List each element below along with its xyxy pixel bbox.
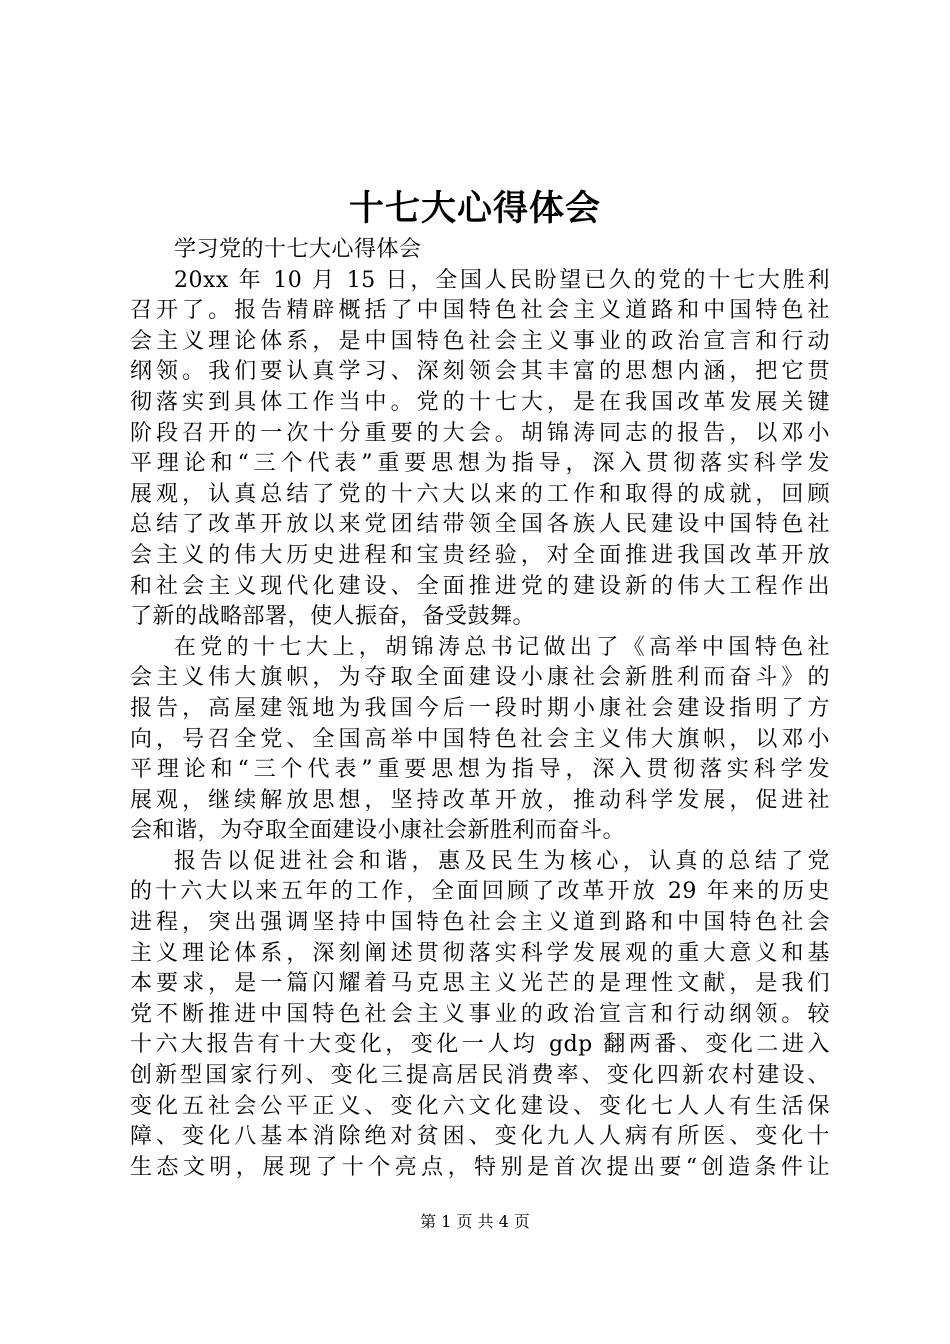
text-line: 本要求，是一篇闪耀着马克思主义光芒的是理性文献，是我们 (130, 971, 830, 997)
text-line: 变化五社会公平正义、变化六文化建设、变化七人人有生活保 (130, 1093, 830, 1119)
text-line: 展观，认真总结了党的十六大以来的工作和取得的成就，回顾 (130, 481, 830, 507)
text-line: 十六大报告有十大变化，变化一人均 gdp 翻两番、变化二进入 (130, 1032, 830, 1058)
text-line: 的十六大以来五年的工作，全面回顾了改革开放 29 年来的历史 (130, 879, 830, 905)
text-line: 党不断推进中国特色社会主义事业的政治宣言和行动纲领。较 (130, 1001, 830, 1027)
text-line: 在党的十七大上，胡锦涛总书记做出了《高举中国特色社 (174, 634, 830, 660)
text-line: 20xx 年 10 月 15 日，全国人民盼望已久的党的十七大胜利 (174, 267, 830, 293)
text-line: 召开了。报告精辟概括了中国特色社会主义道路和中国特色社 (130, 298, 830, 324)
text-line: 向，号召全党、全国高举中国特色社会主义伟大旗帜，以邓小 (130, 726, 830, 752)
text-line: 总结了改革开放以来党团结带领全国各族人民建设中国特色社 (130, 512, 830, 538)
text-line: 和社会主义现代化建设、全面推进党的建设新的伟大工程作出 (130, 573, 830, 599)
text-line: 展观，继续解放思想，坚持改革开放，推动科学发展，促进社 (130, 787, 830, 813)
text-line: 平理论和“三个代表”重要思想为指导，深入贯彻落实科学发 (130, 451, 830, 477)
text-line: 了新的战略部署，使人振奋，备受鼓舞。 (130, 604, 536, 630)
text-line: 报告，高屋建瓴地为我国今后一段时期小康社会建设指明了方 (130, 695, 830, 721)
document-body (130, 235, 830, 1183)
text-line: 学习党的十七大心得体会 (174, 237, 422, 262)
text-line: 会主义的伟大历史进程和宝贵经验，对全面推进我国改革开放 (130, 542, 830, 568)
text-line: 进程，突出强调坚持中国特色社会主义道到路和中国特色社会 (130, 910, 830, 936)
text-line: 创新型国家行列、变化三提高居民消费率、变化四新农村建设、 (130, 1063, 830, 1089)
text-line: 阶段召开的一次十分重要的大会。胡锦涛同志的报告，以邓小 (130, 420, 830, 446)
text-line: 会和谐，为夺取全面建设小康社会新胜利而奋斗。 (130, 818, 626, 844)
text-line: 彻落实到具体工作当中。党的十七大，是在我国改革发展关键 (130, 389, 830, 415)
page-footer: 第 1 页 共 4 页 (420, 1212, 530, 1231)
text-line: 报告以促进社会和谐，惠及民生为核心，认真的总结了党 (174, 848, 830, 874)
text-line: 纲领。我们要认真学习、深刻领会其丰富的思想内涵，把它贯 (130, 359, 830, 385)
text-line: 生态文明，展现了十个亮点，特别是首次提出要“创造条件让 (130, 1154, 830, 1180)
text-line: 会主义理论体系，是中国特色社会主义事业的政治宣言和行动 (130, 328, 830, 354)
text-line: 平理论和“三个代表”重要思想为指导，深入贯彻落实科学发 (130, 757, 830, 783)
text-line: 会主义伟大旗帜，为夺取全面建设小康社会新胜利而奋斗》的 (130, 665, 830, 691)
text-line: 主义理论体系，深刻阐述贯彻落实科学发展观的重大意义和基 (130, 940, 830, 966)
text-line: 障、变化八基本消除绝对贫困、变化九人人病有所医、变化十 (130, 1124, 830, 1150)
document-title: 十七大心得体会 (348, 188, 601, 229)
